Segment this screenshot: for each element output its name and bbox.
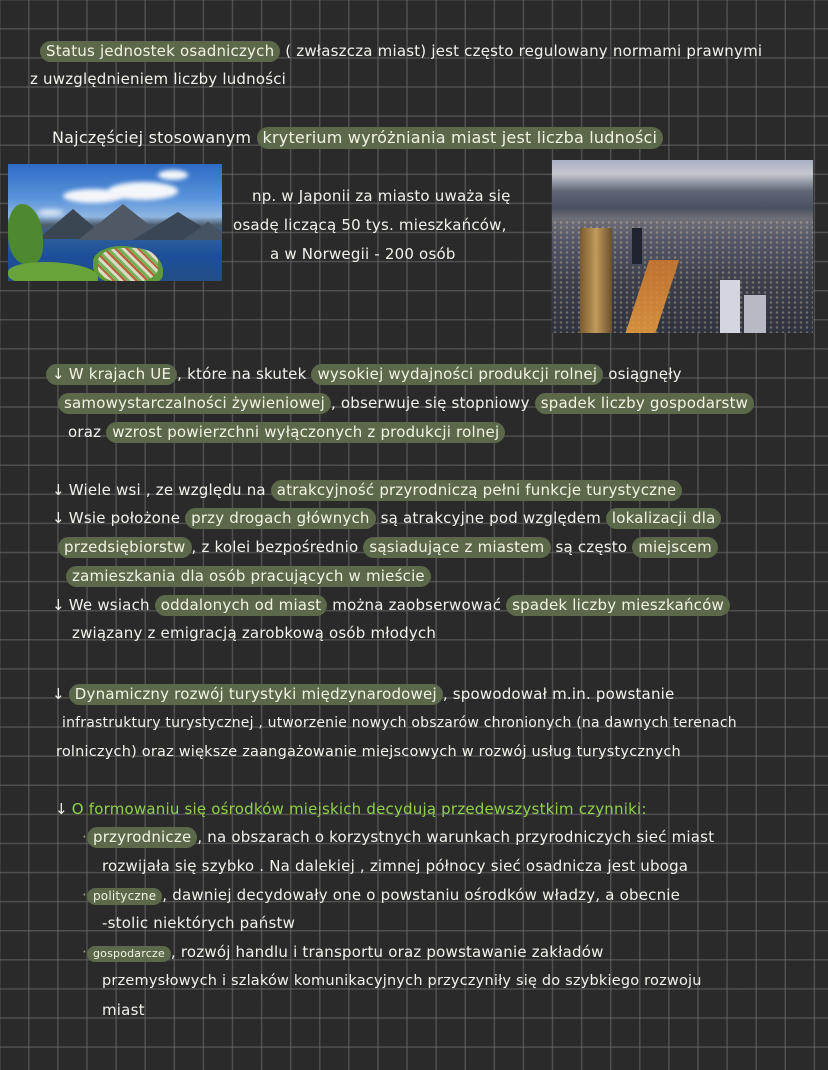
villages-bullet-2 [52,507,721,529]
ue-line-3 [68,421,505,443]
highlight-atrakcyjnosc: atrakcyjność przyrodniczą pełni funkcje turystyczne [271,480,683,501]
tourism-line-2: infrastruktury turystycznej , utworzenie nowych obszarów chronionych (na dawnych terenach [62,715,737,731]
text: Wiele wsi , ze względu na [68,481,266,499]
villages-bullet-3-cont: związany z emigracją zarobkową osób młodych [72,624,437,642]
ue-line-1 [46,363,682,385]
highlight-spadek-gospodarstw: spadek liczby gospodarstw [535,393,754,414]
text: są atrakcyjne pod względem [380,509,601,527]
villages-bullet-3 [52,594,730,616]
factor-item-polityczne [82,884,680,907]
norway-fjord-village-photo [8,164,222,281]
intro-line-2: z uwzględnieniem liczby ludności [30,70,287,88]
intro-line-1 [40,40,762,62]
highlight-criterion: kryterium wyróżniania miast jest liczba ludności [257,127,664,149]
highlight-factor-label: polityczne [87,888,162,905]
highlight-spadek-mieszkancow: spadek liczby mieszkańców [506,595,730,616]
text: , na obszarach o korzystnych warunkach przyrodniczych sieć miast [197,828,715,846]
factors-heading-text: O formowaniu się ośrodków miejskich decydują przedewszystkim czynniki: [71,800,647,818]
intro-text: ( zwłaszcza miast) jest często regulowany normami prawnymi [285,42,763,60]
factor-item-gospodarcze-cont2: miast [102,1001,145,1019]
highlight-zamieszkania: zamieszkania dla osób pracujących w mieście [66,566,431,587]
example-line-1: np. w Japonii za miasto uważa się [252,187,511,205]
highlight-wzrost-powierzchni: wzrost powierzchni wyłączonych z produkcji rolnej [106,422,505,443]
highlight-przedsiebiorstw: przedsiębiorstw [58,537,192,558]
text: , obserwuje się stopniowy [330,394,530,412]
highlight-drogi: przy drogach głównych [185,508,376,529]
highlight-lokalizacja: lokalizacji dla [606,508,722,529]
criterion-line [52,127,663,149]
bullet-arrow-icon: ↓ [52,481,65,499]
highlight-wydajnosc: wysokiej wydajności produkcji rolnej [311,364,603,385]
highlight-status-jednostek: Status jednostek osadniczych [40,41,280,62]
highlight-sasiadujace: sąsiadujące z miastem [363,537,550,558]
villages-bullet-2-cont2 [66,565,431,587]
highlight-factor-label: przyrodnicze [87,827,197,848]
example-line-2: osadę liczącą 50 tys. mieszkańców, [233,216,507,234]
highlight-oddalonych: oddalonych od miast [155,595,328,616]
bullet-arrow-icon: ↓ [52,509,65,527]
factor-item-przyrodnicze-cont: rozwijała się szybko . Na dalekiej , zimnej północy sieć osadnicza jest uboga [102,857,689,875]
text: , z kolei bezpośrednio [191,538,359,556]
text: , które na skutek [177,365,307,383]
text: Wsie położone [68,509,181,527]
highlight-factor-label: gospodarcze [87,946,171,962]
highlight-krajach-ue [46,364,177,385]
factor-item-gospodarcze [82,941,604,965]
tourism-line-3: rolniczych) oraz większe zaangażowanie miejscowych w rozwój usług turystycznych [56,744,681,760]
text: We wsiach [68,596,150,614]
dot-bullet: · [82,886,87,904]
bullet-arrow-icon: ↓ [52,365,65,383]
text: , dawniej decydowały one o powstaniu ośrodków władzy, a obecnie [162,886,681,904]
bullet-arrow-icon: ↓ [52,685,65,703]
ue-line-2 [58,392,754,414]
criterion-prefix: Najczęściej stosowanym [52,128,252,147]
factor-item-gospodarcze-cont: przemysłowych i szlaków komunikacyjnych przyczyniły się do szybkiego rozwoju [102,973,702,989]
text: są często [555,538,628,556]
tokyo-city-skyline-photo [552,160,813,333]
tourism-line-1 [52,683,674,705]
text: W krajach UE [68,365,172,383]
text: osiągnęły [608,365,682,383]
dot-bullet: · [82,828,87,846]
highlight-miejscem: miejscem [632,537,718,558]
factor-item-polityczne-cont: -stolic niektórych państw [102,914,296,932]
bullet-arrow-icon: ↓ [52,596,65,614]
highlight-rozwoj-turystyki: Dynamiczny rozwój turystyki międzynarodowej [69,684,443,705]
villages-bullet-2-cont [58,536,718,558]
text: oraz [68,423,102,441]
highlight-samowystarczalnosc: samowystarczalności żywieniowej [58,393,331,414]
factors-heading [55,798,647,820]
text: , rozwój handlu i transportu oraz powstawanie zakładów [170,943,604,961]
bullet-arrow-icon: ↓ [55,800,68,818]
example-line-3: a w Norwegii - 200 osób [270,245,456,263]
text: , spowodował m.in. powstanie [442,685,675,703]
text: można zaobserwować [332,596,502,614]
villages-bullet-1 [52,479,682,501]
dot-bullet: · [82,943,87,961]
factor-item-przyrodnicze [82,826,714,848]
